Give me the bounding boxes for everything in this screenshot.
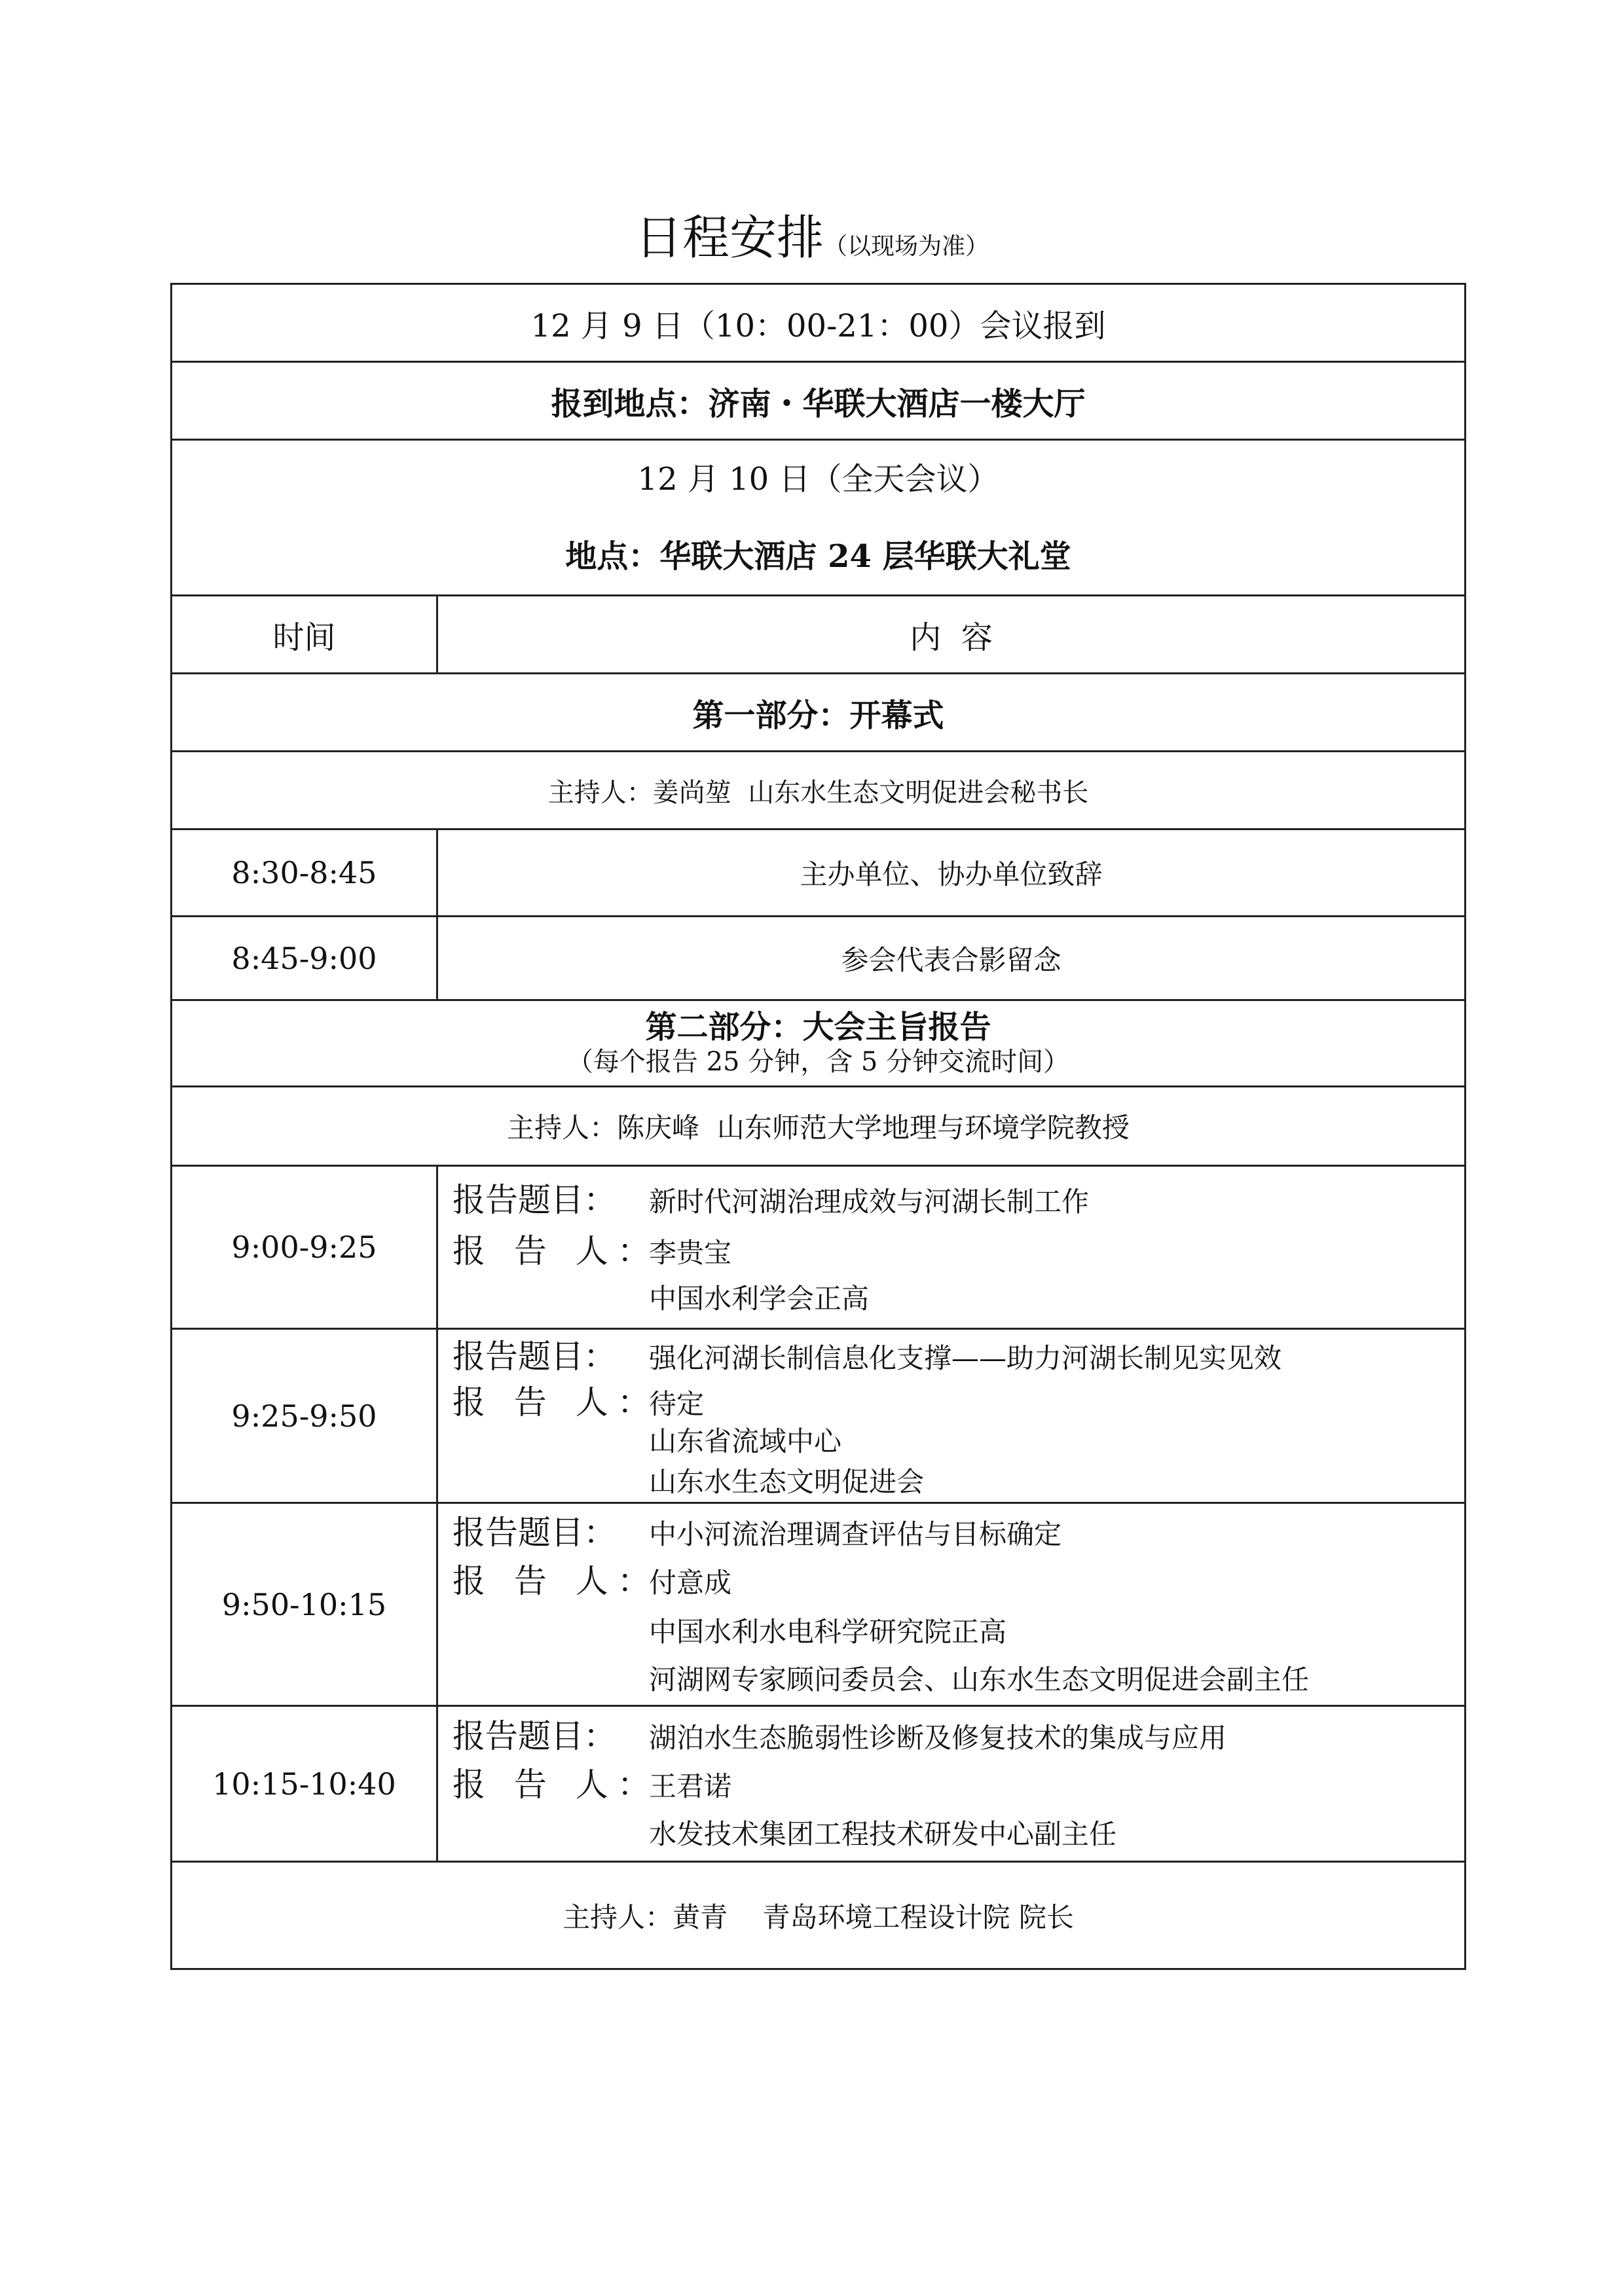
topic-label: 报告题目： bbox=[452, 1717, 616, 1755]
report-row bbox=[172, 1706, 1466, 1862]
speaker-label: 报 告 人： bbox=[452, 1561, 659, 1600]
report-speaker-line bbox=[452, 1225, 1464, 1277]
day2-date: 12 月 10 日（全天会议） bbox=[637, 460, 999, 498]
item-time: 8:30-8:45 bbox=[172, 829, 437, 917]
part1-item-row bbox=[172, 829, 1466, 917]
report-cell bbox=[437, 1503, 1466, 1706]
report-speaker-line bbox=[452, 1376, 1464, 1421]
topic-label: 报告题目： bbox=[452, 1181, 616, 1219]
report-speaker: 付意成 bbox=[649, 1566, 732, 1599]
day2-location: 地点：华联大酒店 24 层华联大礼堂 bbox=[565, 538, 1071, 575]
part2-host-row bbox=[172, 1087, 1466, 1166]
item-content: 主办单位、协办单位致辞 bbox=[437, 829, 1466, 917]
topic-label: 报告题目： bbox=[452, 1337, 616, 1376]
report-speaker-line bbox=[452, 1555, 1464, 1607]
report-row bbox=[172, 1329, 1466, 1503]
report-topic: 新时代河湖治理成效与河湖长制工作 bbox=[649, 1186, 1090, 1218]
part2-host2: 主持人：黄青 青岛环境工程设计院 院长 bbox=[172, 1862, 1466, 1969]
report-topic-line bbox=[452, 1174, 1464, 1225]
report-cell bbox=[437, 1706, 1466, 1862]
registration-date-row bbox=[172, 284, 1466, 362]
day2-cell bbox=[172, 440, 1466, 596]
speaker-label: 报 告 人： bbox=[452, 1383, 659, 1421]
schedule-table bbox=[170, 283, 1466, 1970]
report-topic: 强化河湖长制信息化支撑——助力河湖长制见实见效 bbox=[649, 1341, 1282, 1374]
report-speaker-line bbox=[452, 1758, 1464, 1811]
part2-subtitle: （每个报告 25 分钟，含 5 分钟交流时间） bbox=[566, 1046, 1070, 1077]
topic-label: 报告题目： bbox=[452, 1513, 616, 1552]
part1-host-row bbox=[172, 752, 1466, 829]
report-affiliation: 河湖网专家顾问委员会、山东水生态文明促进会副主任 bbox=[649, 1663, 1310, 1696]
registration-location-row bbox=[172, 362, 1466, 440]
part2-title-row bbox=[172, 1000, 1466, 1087]
part2-title-cell bbox=[172, 1000, 1466, 1087]
report-topic-line bbox=[452, 1710, 1464, 1758]
report-affiliation: 中国水利水电科学研究院正高 bbox=[649, 1615, 1007, 1648]
registration-location: 报到地点：济南・华联大酒店一楼大厅 bbox=[172, 362, 1466, 440]
report-topic: 湖泊水生态脆弱性诊断及修复技术的集成与应用 bbox=[649, 1721, 1227, 1754]
title-main: 日程安排 bbox=[635, 210, 824, 265]
item-content: 参会代表合影留念 bbox=[437, 917, 1466, 1000]
speaker-label: 报 告 人： bbox=[452, 1232, 659, 1270]
report-affiliation: 中国水利学会正高 bbox=[649, 1283, 870, 1315]
report-topic-line bbox=[452, 1506, 1464, 1555]
report-speaker: 王君诺 bbox=[649, 1770, 732, 1802]
report-row bbox=[172, 1166, 1466, 1329]
item-time: 8:45-9:00 bbox=[172, 917, 437, 1000]
part1-host: 主持人：姜尚堃 山东水生态文明促进会秘书长 bbox=[172, 752, 1466, 829]
report-time: 10:15-10:40 bbox=[172, 1706, 437, 1862]
part1-item-row bbox=[172, 917, 1466, 1000]
report-affiliation: 水发技术集团工程技术研发中心副主任 bbox=[649, 1817, 1117, 1850]
report-cell bbox=[437, 1329, 1466, 1503]
report-affiliation: 山东省流域中心 bbox=[649, 1425, 842, 1457]
part2-title: 第二部分：大会主旨报告 bbox=[645, 1008, 991, 1046]
page-title bbox=[0, 208, 1624, 267]
report-speaker: 待定 bbox=[649, 1387, 705, 1420]
report-cell bbox=[437, 1166, 1466, 1329]
part2-host: 主持人：陈庆峰 山东师范大学地理与环境学院教授 bbox=[172, 1087, 1466, 1166]
part2-host2-row bbox=[172, 1862, 1466, 1969]
registration-date: 12 月 9 日（10：00-21：00）会议报到 bbox=[172, 284, 1466, 362]
report-speaker: 李贵宝 bbox=[649, 1237, 732, 1269]
header-content: 内 容 bbox=[437, 596, 1466, 674]
header-row bbox=[172, 596, 1466, 674]
report-affiliation: 山东水生态文明促进会 bbox=[649, 1465, 925, 1498]
report-time: 9:00-9:25 bbox=[172, 1166, 437, 1329]
part1-title: 第一部分：开幕式 bbox=[172, 674, 1466, 752]
title-note: （以现场为准） bbox=[824, 233, 989, 260]
report-row bbox=[172, 1503, 1466, 1706]
day2-row bbox=[172, 440, 1466, 596]
speaker-label: 报 告 人： bbox=[452, 1765, 659, 1804]
header-time: 时间 bbox=[172, 596, 437, 674]
report-topic: 中小河流治理调查评估与目标确定 bbox=[649, 1518, 1062, 1550]
part1-title-row bbox=[172, 674, 1466, 752]
report-time: 9:50-10:15 bbox=[172, 1503, 437, 1706]
report-time: 9:25-9:50 bbox=[172, 1329, 437, 1503]
report-topic-line bbox=[452, 1330, 1464, 1376]
